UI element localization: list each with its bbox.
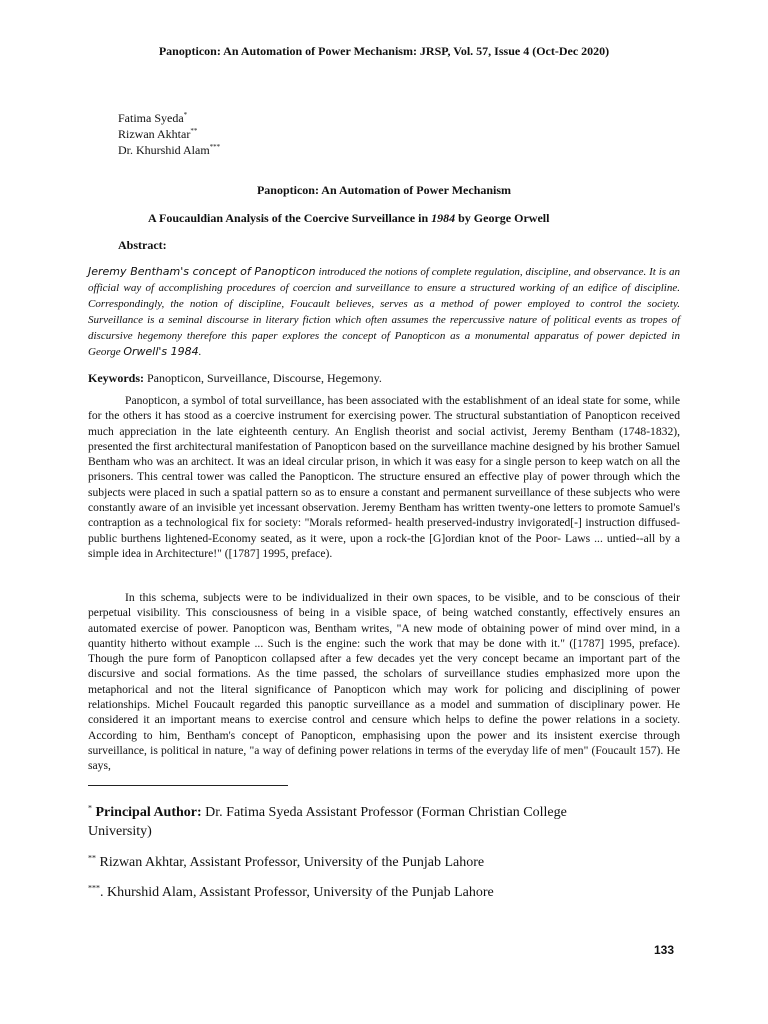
footnote-divider [88,785,288,786]
running-head: Panopticon: An Automation of Power Mechanism: JRSP, Vol. 57, Issue 4 (Oct-Dec 2020) [158,44,610,58]
author-1: Fatima Syeda* [118,111,188,125]
page-number: 133 [654,943,675,957]
abstract-text: Jeremy Bentham's concept of Panopticon introduced the notions of complete regulation, discipline, and observance. It is an official way of accomplishing procedures of coercion and surveillance to ensure a structured working of an edifice of discipline. Correspondingly, the notion of discipline, Foucault believes, serves as a method of power employed to control the society. Surveillance is a seminal discourse in literary fiction which often assumes the repercussive nature of political events as tropes of discursive hegemony therefore this paper explores the concept of Panopticon as a monumental apparatus of power depicted in George Orwell's 1984. [88,265,680,358]
footnote-3: ***. Khurshid Alam, Assistant Professor, University of the Punjab Lahore [88,883,494,900]
body-paragraph-2: In this schema, subjects were to be individualized in their own spaces, to be visible, and to be conscious of their perpetual visibility. This consciousness of being in a visible space, of being watched constantly, effectively ensures an automated exercise of power. Panopticon was, Bentham writes, "A new mode of obtaining power of mind over mind, in a quantity hitherto without example ... Such is the engine: such the work that may be done with it." ([1787] 1995, preface). Though the pure form of Panopticon collapsed after a few decades yet the very concept became an important part of the discursive and social formations. As the time passed, the scholars of surveillance studies emphasized more upon the metaphorical and not the literal significance of Panopticon which may work for policing and disciplining of power relationships. Michel Foucault regarded this panoptic surveillance as a model and summation of disciplinary power. He considered it an important means to exercise control and censure which helps to define the power relations in a society. According to him, Bentham's concept of Panopticon, emphasising upon the power and its insistent exercise through surveillance, is political in nature, "a way of defining power relations in terms of the everyday life of men" (Foucault 157). He says, [88,591,680,773]
abstract-lead: Jeremy Bentham's concept of Panopticon [88,265,316,278]
author-2: Rizwan Akhtar** [118,127,198,141]
footnote-2: ** Rizwan Akhtar, Assistant Professor, University of the Punjab Lahore [88,853,485,870]
author-3: Dr. Khurshid Alam*** [118,143,221,157]
abstract-tail: Orwell's 1984 [123,345,199,358]
subtitle-italic: 1984 [431,211,456,225]
author-mark: * [183,111,188,119]
keywords [88,371,382,386]
keywords-label: Keywords: [88,371,144,385]
keywords-value: Panopticon, Surveillance, Discourse, Hegemony. [144,371,382,385]
abstract-heading: Abstract: [118,238,167,252]
body-paragraph-1: Panopticon, a symbol of total surveillance, has been associated with the establishment of an ideal state for some, while for the others it has stood as a coercive instrument for exercising power. The structural substantiation of Panopticon received much appreciation in the late eighteenth century. An English theorist and social activist, Jeremy Bentham (1748-1832), presented the first architectural manifestation of Panopticon based on the surveillance machine designed by his brother Samuel Bentham who was an architect. It was an ideal circular prison, in which it was easy for a single person to keep watch on all the prisoners. This central tower was called the Panopticon. The structure ensured an effective play of power through which the subjects were placed in such a spatial pattern so as to ensure a constant and permanent surveillance of these subjects who were constantly aware of an invisible yet incessant observation. Jeremy Bentham has written twenty-one letters to promote Samuel's contraption as a technological fix for society: "Morals reformed- health preserved-industry invigorated[-] instruction diffused-public burthens lightened-Economy seated, as it were, upon a rock-the [G]ordian knot of the Poor- Laws ... untied--all by a simple idea in Architecture!" ([1787] 1995, preface). [88,394,680,560]
author-mark: ** [190,127,198,135]
footnote-1: * Principal Author: Dr. Fatima Syeda Assistant Professor (Forman Christian College University) [88,803,567,839]
author-list [118,110,220,158]
author-mark: *** [209,143,221,151]
paper-title: Panopticon: An Automation of Power Mechanism [256,183,512,197]
abstract-body: introduced the notions of complete regulation, discipline, and observance. It is an official way of accomplishing procedures of coercion and surveillance to ensure a structured working of an edifice of discipline. Correspondingly, the notion of discipline, Foucault believes, serves as a method of power employed to control the society. Surveillance is a seminal discourse in literary fiction which often assumes the repercussive nature of political events as tropes of discursive hegemony therefore this paper explores the concept of Panopticon as a monumental apparatus of power depicted in George [88,266,680,358]
paper-subtitle: A Foucauldian Analysis of the Coercive Surveillance in 1984 by George Orwell [148,211,550,225]
